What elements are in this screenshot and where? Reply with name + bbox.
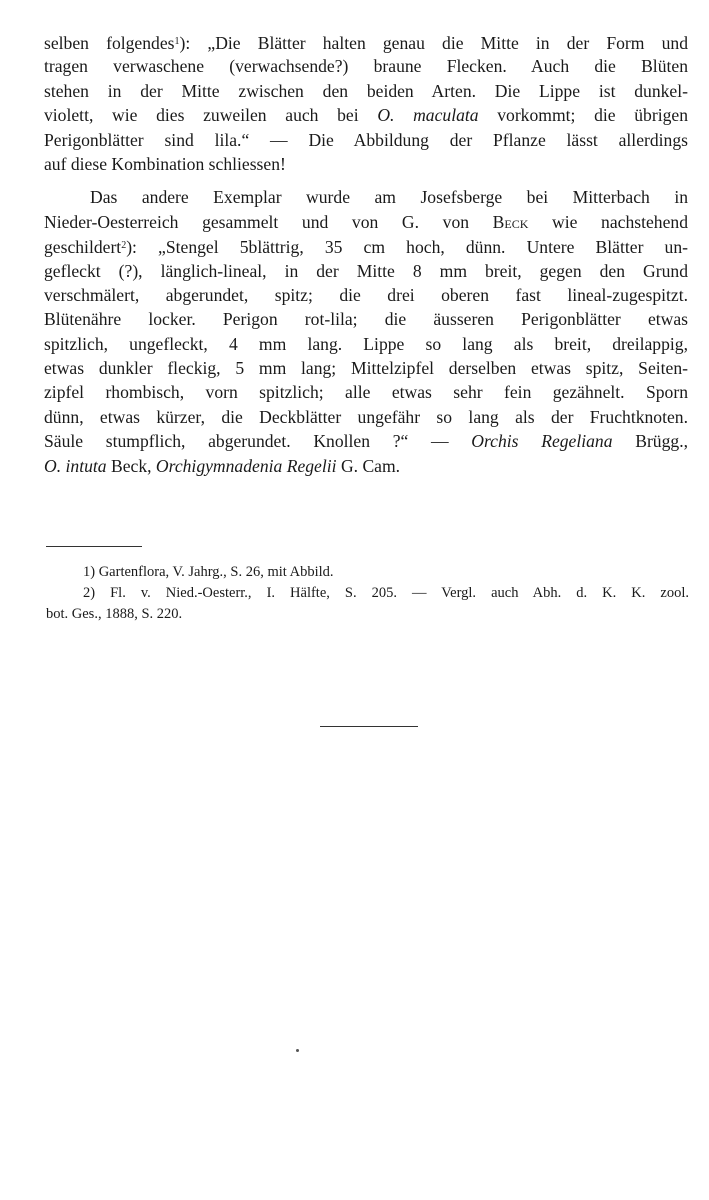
text-line: Säule stumpflich, abgerundet. Knollen ?“ — Orchis Regeliana Brügg., [44, 431, 688, 452]
text-line: etwas dunkler fleckig, 5 mm lang; Mittelzipfel derselben etwas spitz, Seiten- [44, 358, 688, 379]
species-name: Orchis Regeliana [471, 431, 613, 452]
text-line: auf diese Kombination schliessen! [44, 153, 286, 174]
text-line: Das andere Exemplar wurde am Josefsberge bei Mitterbach in [90, 187, 688, 208]
species-name: O. maculata [377, 105, 479, 126]
text-line: verschmälert, abgerundet, spitz; die drei oberen fast lineal-zugespitzt. [44, 284, 688, 305]
text-line: selben folgendes$^1$): „Die Blätter halten genau die Mitte in der Form und [44, 33, 689, 53]
text-line: Blütenähre locker. Perigon rot-lila; die äusseren Perigonblätter etwas [44, 309, 688, 330]
text-line: violett, wie dies zuweilen auch bei O. maculata vorkommt; die übrigen [44, 105, 688, 126]
section-end-rule [320, 726, 418, 727]
species-name: O. intuta [44, 455, 107, 476]
body-text [44, 30, 688, 478]
footnotes [46, 562, 689, 625]
text-line: geschildert$^2$): „Stengel 5blättrig, 35 cm hoch, dünn. Untere Blätter un- [44, 237, 688, 258]
text-line: gefleckt (?), länglich-lineal, in der Mitte 8 mm breit, gegen den Grund [44, 260, 688, 281]
footnote-2: 2) Fl. v. Nied.-Oesterr., I. Hälfte, S. 205. — Vergl. auch Abh. d. K. K. zool. [83, 585, 689, 601]
footnote-1: 1) Gartenflora, V. Jahrg., S. 26, mit Abbild. [83, 564, 334, 580]
species-name: Orchigymnadenia Regelii [155, 455, 337, 476]
footnote-2-continuation: bot. Ges., 1888, S. 220. [46, 606, 183, 622]
author-name: Beck [492, 211, 529, 232]
text-line: tragen verwaschene (verwachsende?) braune Flecken. Auch die Blüten [44, 56, 688, 77]
text-line: spitzlich, ungefleckt, 4 mm lang. Lippe so lang als breit, dreilappig, [44, 333, 688, 354]
text-line: Nieder-Oesterreich gesammelt und von G. von Beck wie nachstehend [44, 211, 688, 232]
text-line: stehen in der Mitte zwischen den beiden Arten. Die Lippe ist dunkel- [44, 80, 688, 101]
paragraph-gap [44, 176, 688, 185]
footnote-separator [46, 546, 142, 547]
page-speck [296, 1049, 299, 1052]
text-line: O. intuta Beck, Orchigymnadenia Regelii G. Cam. [44, 455, 401, 476]
footnote-ref: 1 [174, 36, 180, 47]
text-line: Perigonblätter sind lila.“ — Die Abbildung der Pflanze lässt allerdings [44, 129, 688, 150]
text-line: zipfel rhombisch, vorn spitzlich; alle etwas sehr fein gezähnelt. Sporn [44, 382, 688, 403]
footnote-ref: 2 [121, 240, 127, 252]
text-line: dünn, etwas kürzer, die Deckblätter ungefähr so lang als der Fruchtknoten. [44, 406, 688, 427]
